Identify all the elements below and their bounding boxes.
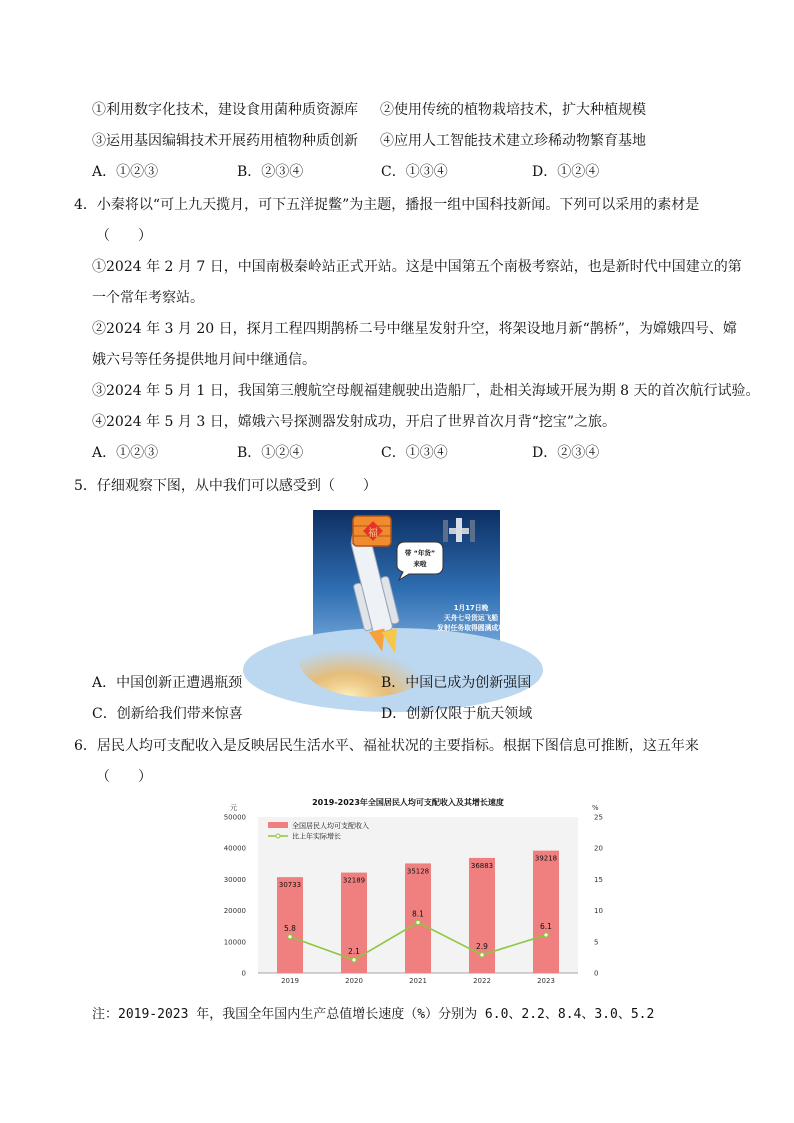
q5-option-b[interactable]: B．中国已成为创新强国 — [381, 675, 532, 691]
rocket-cartoon-svg — [313, 510, 505, 657]
cargo-box-icon — [353, 516, 391, 546]
growth-point — [544, 933, 548, 937]
x-tick-label: 2019 — [281, 977, 299, 985]
q6-stem: 6．居民人均可支配收入是反映居民生活水平、福祉状况的主要指标。根据下图信息可推断，这五年来 — [74, 738, 699, 754]
x-tick-label: 2023 — [537, 977, 555, 985]
legend-bar-label: 全国居民人均可支配收入 — [292, 822, 369, 830]
q4-option-a[interactable]: A．①②③ — [92, 445, 159, 461]
q4-line-5: ③2024 年 5 月 1 日，我国第三艘航空母舰福建舰驶出造船厂，赴相关海域开展为期 8 天的首次航行试验。 — [92, 383, 760, 399]
growth-point — [288, 935, 292, 939]
q4-option-c[interactable]: C．①③④ — [381, 445, 448, 461]
y-tick-label: 0 — [241, 969, 246, 978]
q6-paren: （ ） — [96, 769, 152, 785]
legend-bar-swatch — [268, 822, 288, 828]
q4-line-1: ①2024 年 2 月 7 日，中国南极秦岭站正式开站。这是中国第五个南极考察站，也是新时代中国建立的第 — [92, 259, 742, 275]
q6-note: 注：2019-2023 年，我国全年国内生产总值增长速度（%）分别为 6.0、2.2、8.4、3.0、5.2 — [92, 1007, 655, 1022]
growth-point — [352, 958, 356, 962]
growth-value-label: 2.1 — [348, 946, 360, 956]
q3-item-3: ③运用基因编辑技术开展药用植物种质创新 — [92, 133, 358, 149]
q4-paren: （ ） — [96, 228, 152, 244]
q3-item-2: ②使用传统的植物栽培技术，扩大种植规模 — [380, 102, 646, 118]
y2-tick-label: 10 — [594, 907, 603, 916]
q3-option-c[interactable]: C．①③④ — [381, 164, 448, 180]
q4-line-3: ②2024 年 3 月 20 日，探月工程四期鹊桥二号中继星发射升空，将架设地月新“鹊桥”，为嫦娥四号、嫦 — [92, 321, 737, 337]
bar-value-label: 39218 — [534, 854, 558, 863]
illustration-caption-line-3: 发射任务取得圆满成功 — [437, 624, 505, 632]
y-tick-label: 50000 — [223, 813, 246, 822]
q4-line-4: 娥六号等任务提供地月间中继通信。 — [92, 352, 316, 368]
legend-line-marker — [276, 834, 280, 838]
q4-option-b[interactable]: B．①②④ — [237, 445, 304, 461]
income-bar — [533, 851, 559, 973]
bar-value-label: 36883 — [470, 861, 494, 870]
speech-bubble-line-2: 来啦 — [413, 560, 427, 568]
y-tick-label: 30000 — [223, 875, 246, 884]
q4-line-2: 一个常年考察站。 — [92, 290, 204, 306]
bar-value-label: 30733 — [278, 881, 302, 890]
bar-value-label: 35128 — [406, 867, 430, 876]
y2-tick-label: 20 — [594, 844, 603, 853]
q3-item-4: ④应用人工智能技术建立珍稀动物繁育基地 — [380, 133, 646, 149]
legend-line-label: 比上年实际增长 — [292, 832, 341, 841]
growth-value-label: 8.1 — [412, 909, 424, 919]
q4-option-d[interactable]: D．②③④ — [532, 445, 600, 461]
y2-tick-label: 15 — [594, 875, 603, 884]
y-tick-label: 20000 — [223, 907, 246, 916]
fu-character: 福 — [368, 528, 378, 539]
q4-line-6: ④2024 年 5 月 3 日，嫦娥六号探测器发射成功，开启了世界首次月背“挖宝”之旅。 — [92, 414, 617, 430]
income-chart — [212, 795, 603, 990]
y2-tick-label: 25 — [594, 813, 603, 822]
x-tick-label: 2021 — [409, 977, 427, 985]
rocket-cartoon-illustration — [313, 510, 505, 657]
space-station-icon — [443, 518, 475, 542]
chart-left-unit: 元 — [230, 804, 237, 812]
speech-bubble — [397, 542, 443, 580]
bar-value-label: 32189 — [342, 876, 366, 885]
illustration-caption-line-2: 天舟七号货运飞船 — [443, 614, 499, 622]
x-tick-label: 2020 — [345, 977, 363, 985]
growth-point — [480, 953, 484, 957]
q3-option-d[interactable]: D．①②④ — [532, 164, 600, 180]
q3-option-a[interactable]: A．①②③ — [92, 164, 159, 180]
speech-bubble-line-1: 带 “年货” — [404, 549, 436, 557]
q3-option-b[interactable]: B．②③④ — [237, 164, 304, 180]
growth-value-label: 5.8 — [284, 923, 296, 933]
y-tick-label: 40000 — [223, 844, 246, 853]
q5-option-d[interactable]: D．创新仅限于航天领域 — [381, 706, 533, 722]
y-tick-label: 10000 — [223, 938, 246, 947]
chart-title: 2019-2023年全国居民人均可支配收入及其增长速度 — [312, 798, 504, 807]
growth-value-label: 2.9 — [476, 941, 488, 951]
q4-stem: 4．小秦将以“可上九天揽月，可下五洋捉鳖”为主题，播报一组中国科技新闻。下列可以采用的素材是 — [74, 197, 700, 213]
q3-item-1: ①利用数字化技术，建设食用菌种质资源库 — [92, 102, 358, 118]
chart-right-unit: % — [592, 804, 599, 812]
x-tick-label: 2022 — [473, 977, 491, 985]
growth-point — [416, 920, 420, 924]
illustration-caption-line-1: 1月17日晚 — [453, 604, 489, 612]
growth-value-label: 6.1 — [540, 921, 552, 931]
q5-option-c[interactable]: C．创新给我们带来惊喜 — [92, 706, 243, 722]
q5-stem: 5．仔细观察下图，从中我们可以感受到（ ） — [74, 478, 377, 494]
y2-tick-label: 5 — [594, 938, 599, 947]
income-chart-svg — [212, 795, 603, 990]
y2-tick-label: 0 — [594, 969, 599, 978]
q5-option-a[interactable]: A．中国创新正遭遇瓶颈 — [92, 675, 243, 691]
